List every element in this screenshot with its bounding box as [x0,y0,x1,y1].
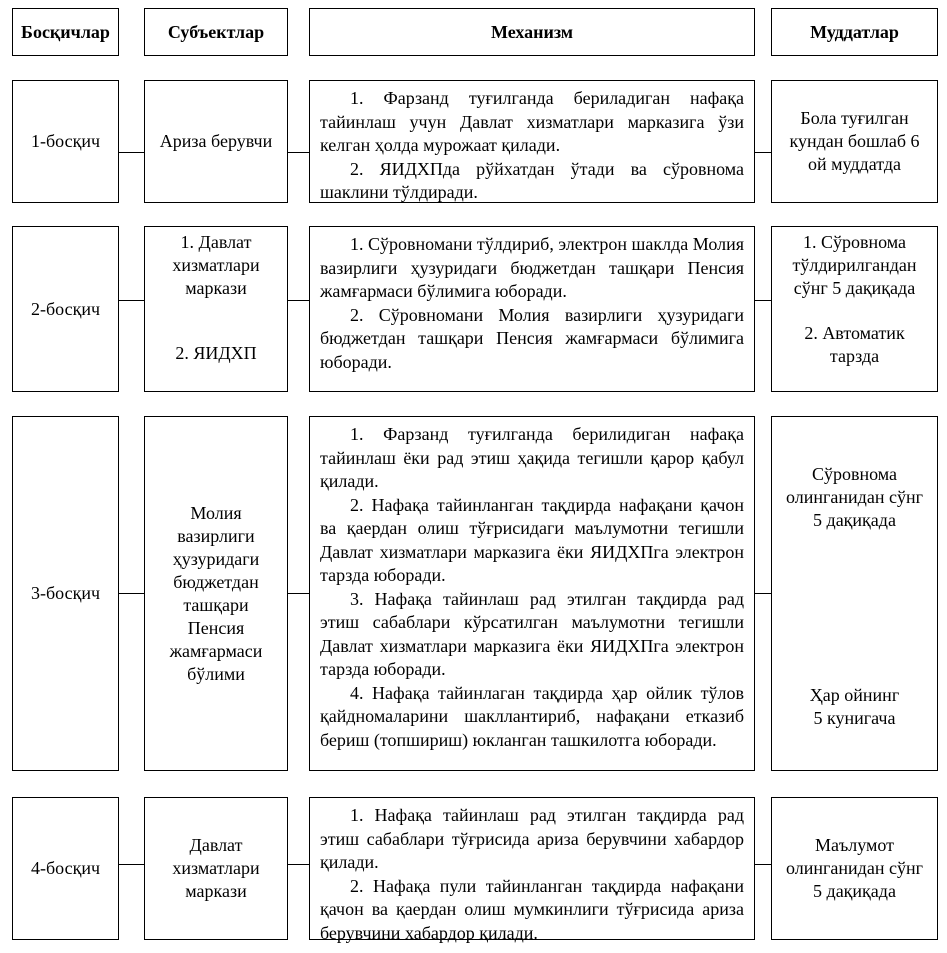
header-deadlines: Муддатлар [771,8,938,56]
mechanism-2-box [309,226,755,392]
connector [755,152,771,153]
mechanism-item: 2. Сўровномани Молия вазирлиги ҳузуридаги бюджетдан ташқари Пенсия жамғармаси бўлимига юборади. [320,304,744,372]
stage-1-box: 1-босқич [12,80,119,203]
deadline-3-box: Сўровнома олинганидан сўнг 5 дақиқада Ҳар ойнинг 5 кунигача [771,416,938,771]
connector [755,593,771,594]
mechanism-item: 1. Сўровномани тўлдириб, электрон шаклда Молия вазирлиги ҳузуридаги бюджетдан ташқари Пенсия жамғармаси бўлимига юборади. [320,234,744,301]
connector [288,300,309,301]
header-mechanism: Механизм [309,8,755,56]
connector [755,300,771,301]
mechanism-3-box [309,416,755,771]
mechanism-item: 1. Нафақа тайинлаш рад этилган тақдирда рад этиш сабаблари тўғрисида ариза берувчини хабардор қилади. [320,805,744,872]
mechanism-item: 2. ЯИДХПда рўйхатдан ўтади ва сўровнома шаклини тўлдиради. [320,158,744,202]
connector [119,152,144,153]
stage-2-box: 2-босқич [12,226,119,392]
stage-3-box: 3-босқич [12,416,119,771]
mechanism-1-box [309,80,755,203]
mechanism-item: 3. Нафақа тайинлаш рад этилган тақдирда рад этиш сабаблари кўрсатилган маълумотни тегишли Давлат хизматлари марказига ёки ЯИДХПга электрон тарзда юборади. [320,588,744,679]
subject-4-box: Давлат хизматлари маркази [144,797,288,940]
mechanism-item: 2. Нафақа пули тайинланган тақдирда нафақани қачон ва қаердан олиш мумкинлиги тўғрисида ариза берувчини хабардор қилади. [320,875,744,943]
mechanism-item: 4. Нафақа тайинлаган тақдирда ҳар ойлик тўлов қайдномаларини шакллантириб, нафақани етказиб бериш (топшириш) юкланган ташкилотга юборади. [320,682,744,750]
header-subjects: Субъектлар [144,8,288,56]
mechanism-item: 1. Фарзанд туғилганда бериладиган нафақа тайинлаш учун Давлат хизматлари марказига ўзи келган ҳолда мурожаат қилади. [320,88,744,155]
subject-3-box: Молия вазирлиги ҳузуридаги бюджетдан ташқари Пенсия жамғармаси бўлими [144,416,288,771]
connector [119,300,144,301]
subject-2-box: 1. Давлат хизматлари маркази 2. ЯИДХП [144,226,288,392]
mechanism-item: 1. Фарзанд туғилганда берилидиган нафақа тайинлаш ёки рад этиш ҳақида тегишли қарор қабул қилади. [320,424,744,491]
deadline-4-box: Маълумот олинганидан сўнг 5 дақиқада [771,797,938,940]
deadline-2-box: 1. Сўровнома тўлдирилгандан сўнг 5 дақиқада 2. Автоматик тарзда [771,226,938,392]
connector [119,593,144,594]
header-stages: Босқичлар [12,8,119,56]
connector [755,864,771,865]
connector [288,864,309,865]
mechanism-item: 2. Нафақа тайинланган тақдирда нафақани қачон ва қаердан олиш тўғрисидаги маълумотни тегишли Давлат хизматлари марказига ёки ЯИДХПга электрон тарзда юборади. [320,494,744,585]
connector [288,152,309,153]
connector [119,864,144,865]
subject-1-box: Ариза берувчи [144,80,288,203]
stage-4-box: 4-босқич [12,797,119,940]
mechanism-4-box [309,797,755,943]
connector [288,593,309,594]
deadline-1-box: Бола туғилган кундан бошлаб 6 ой муддатда [771,80,938,203]
